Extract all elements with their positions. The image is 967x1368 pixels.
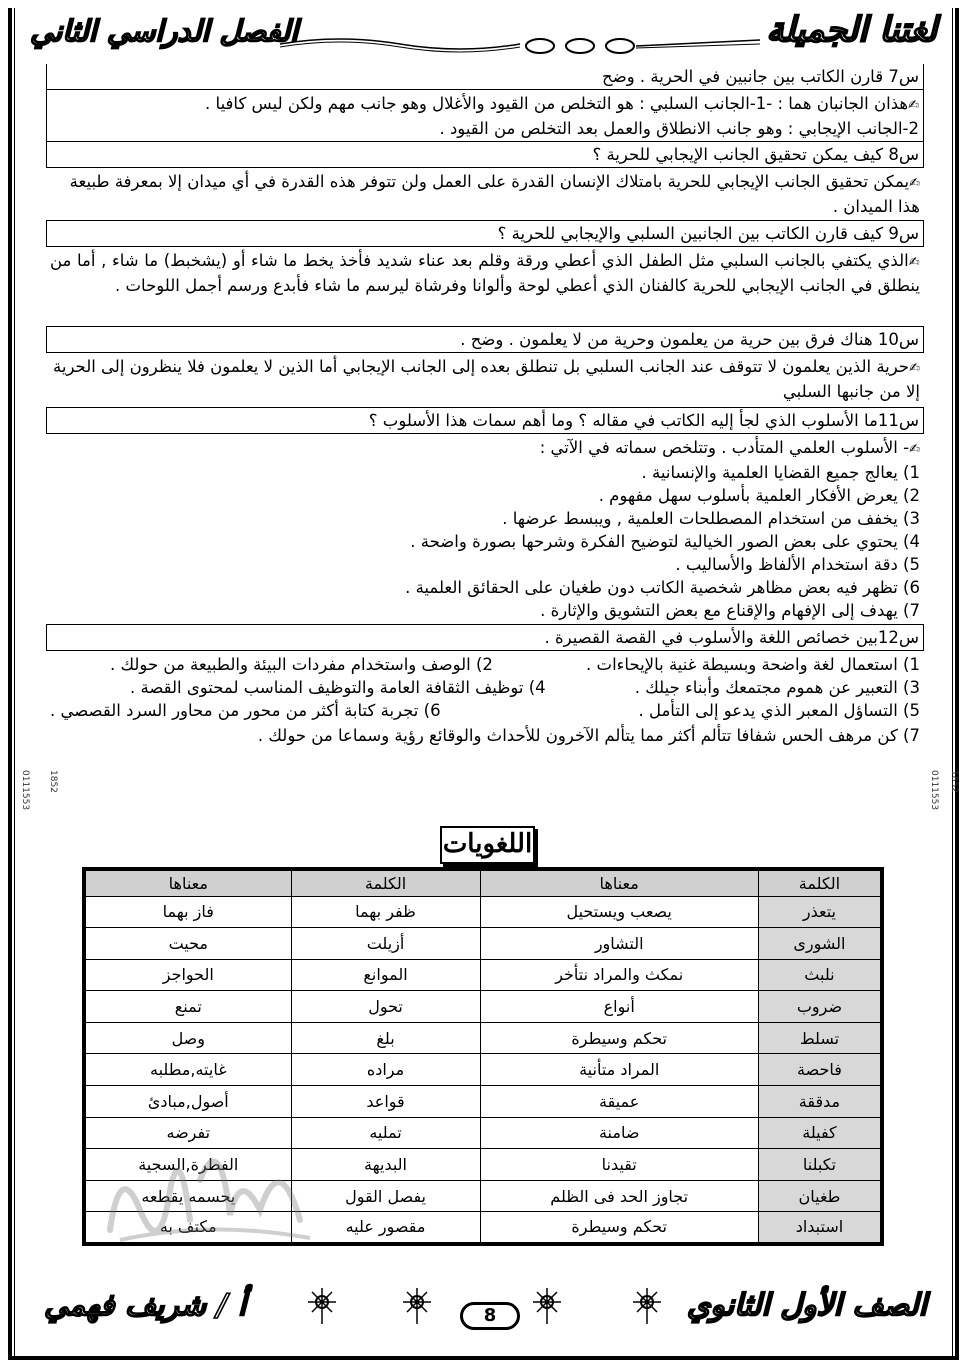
answer-12-row bbox=[50, 676, 920, 699]
answer-12-item: 3) التعبير عن هموم مجتمعك وأبناء جيلك . bbox=[634, 678, 920, 697]
answer-12-item: 5) التساؤل المعبر الذي يدعو إلى التأمل . bbox=[638, 701, 920, 720]
side-code-right-a: 0111553 bbox=[929, 770, 939, 811]
flower-ornament-icon bbox=[630, 1286, 664, 1326]
vocab-header: الكلمة bbox=[758, 869, 882, 896]
vocab-meaning: محيت bbox=[84, 928, 291, 960]
answer-12-item: 6) تجربة كتابة أكثر من محور من محاور السرد القصصي . bbox=[50, 701, 441, 720]
vocab-row bbox=[84, 1022, 882, 1054]
answer-9-text: الذي يكتفي بالجانب السلبي مثل الطفل الذي أعطي ورقة وقلم بعد عناء شديد فأخذ يخط ما شاء أو (يشخبط) ما شاء , أما من ينطلق في الجانب الإيجابي للحرية كالفنان الذي أعطي لوحة وألوانا وفرشاة ليرسم ما شاء فأبدع ورسم أجمل اللوحات . bbox=[50, 251, 920, 295]
vocab-word: مقصور عليه bbox=[291, 1212, 480, 1244]
pen-icon: ✍ bbox=[909, 176, 920, 191]
header-title-right: لغتنا الجميلة bbox=[766, 10, 937, 50]
vocab-row bbox=[84, 1086, 882, 1118]
vocab-word: تسلط bbox=[758, 1022, 882, 1054]
vocab-word: مدققة bbox=[758, 1086, 882, 1118]
answer-8-text: يمكن تحقيق الجانب الإيجابي للحرية بامتلاك الإنسان القدرة على العمل ولن تتوفر هذه القدرة في أي ميدان إلا بمعرفة طبيعة هذا الميدان . bbox=[69, 172, 920, 216]
flower-ornament-icon bbox=[400, 1286, 434, 1326]
question-7: س7 قارن الكاتب بين جانبين في الحرية . وضح bbox=[46, 64, 924, 90]
answer-7 bbox=[46, 90, 924, 141]
vocab-header: معناها bbox=[480, 869, 758, 896]
vocab-meaning: التشاور bbox=[480, 928, 758, 960]
vocab-word: يتعذر bbox=[758, 896, 882, 928]
answer-12-item: 2) الوصف واستخدام مفردات البيئة والطبيعة من حولك . bbox=[110, 655, 493, 674]
vocab-meaning: عميقة bbox=[480, 1086, 758, 1118]
vocab-word: كفيلة bbox=[758, 1117, 882, 1149]
pen-icon: ✍ bbox=[908, 255, 920, 270]
vocab-meaning: مكتف به bbox=[84, 1212, 291, 1244]
questions-content bbox=[46, 64, 924, 747]
vocab-word: استبداد bbox=[758, 1212, 882, 1244]
vocab-meaning: يحسمه يقطعه bbox=[84, 1180, 291, 1212]
answer-12-row bbox=[50, 699, 920, 722]
header-title-left: الفصل الدراسي الثاني bbox=[30, 14, 299, 48]
vocab-word: ضروب bbox=[758, 991, 882, 1023]
vocab-meaning: تقيدنا bbox=[480, 1149, 758, 1181]
vocab-meaning: أصول,مبادئ bbox=[84, 1086, 291, 1118]
vocab-meaning: تمنع bbox=[84, 991, 291, 1023]
vocab-word: تمليه bbox=[291, 1117, 480, 1149]
page-number: 8 bbox=[460, 1302, 520, 1330]
vocab-header: الكلمة bbox=[291, 869, 480, 896]
vocab-word: يفصل القول bbox=[291, 1180, 480, 1212]
answer-11-item: 4) يحتوي على بعض الصور الخيالية لتوضيح الفكرة وشرحها بصورة واضحة . bbox=[410, 532, 920, 551]
pen-icon: ✍ bbox=[908, 98, 919, 113]
page-header bbox=[30, 10, 937, 60]
vocab-word: أزيلت bbox=[291, 928, 480, 960]
vocab-word: تحول bbox=[291, 991, 480, 1023]
side-code-left-b: 1852 bbox=[48, 770, 58, 793]
footer-teacher: أ / شريف فهمي bbox=[44, 1288, 247, 1323]
vocab-header: معناها bbox=[84, 869, 291, 896]
vocab-meaning: وصل bbox=[84, 1022, 291, 1054]
answer-7-line-2: 2-الجانب الإيجابي : وهو جانب الانطلاق والعمل بعد التخلص من القيود . bbox=[439, 119, 919, 138]
vocab-meaning: تجاوز الحد فى الظلم bbox=[480, 1180, 758, 1212]
vocab-title: اللغويات bbox=[440, 826, 535, 864]
side-code-left-a: 0111553 bbox=[20, 770, 30, 811]
question-8: س8 كيف يمكن تحقيق الجانب الإيجابي للحرية ؟ bbox=[46, 141, 924, 168]
answer-11-item: 7) يهدف إلى الإفهام والإقناع مع بعض التشويق والإثارة . bbox=[540, 601, 920, 620]
vocab-meaning: الحواجز bbox=[84, 959, 291, 991]
question-10: س10 هناك فرق بين حرية من يعلمون وحرية من لا يعلمون . وضح . bbox=[46, 326, 924, 353]
answer-11-item: 3) يخفف من استخدام المصطلحات العلمية , ويبسط عرضها . bbox=[502, 509, 920, 528]
answer-11-intro: - الأسلوب العلمي المتأدب . وتتلخص سماته في الآتي : bbox=[539, 438, 910, 457]
answer-11-item: 6) تظهر فيه بعض مظاهر شخصية الكاتب دون طغيان على الحقائق العلمية . bbox=[405, 578, 920, 597]
vocab-word: نلبث bbox=[758, 959, 882, 991]
answer-9 bbox=[46, 247, 924, 326]
vocab-word: البديهة bbox=[291, 1149, 480, 1181]
vocab-row bbox=[84, 928, 882, 960]
vocab-meaning: ضامنة bbox=[480, 1117, 758, 1149]
vocab-word: تكبلنا bbox=[758, 1149, 882, 1181]
answer-10 bbox=[46, 353, 924, 407]
vocab-header-row bbox=[84, 869, 882, 896]
question-11: س11ما الأسلوب الذي لجأ إليه الكاتب في مقاله ؟ وما أهم سمات هذا الأسلوب ؟ bbox=[46, 407, 924, 434]
vocab-meaning: غايته,مطلبه bbox=[84, 1054, 291, 1086]
question-12: س12بين خصائص اللغة والأسلوب في القصة القصيرة . bbox=[46, 624, 924, 651]
side-code-right-b: 1852 bbox=[949, 770, 959, 793]
pen-icon: ✍ bbox=[909, 361, 920, 376]
answer-11-item: 1) يعالج جميع القضايا العلمية والإنسانية . bbox=[641, 463, 920, 482]
answer-12-item: 7) كن مرهف الحس شفافا تتألم أكثر مما يتألم الآخرون للأحداث والوقائع رؤية وسماعا من حولك . bbox=[257, 726, 920, 745]
frame-left-inner bbox=[14, 8, 15, 1360]
frame-bottom bbox=[8, 1356, 959, 1360]
answer-7-line-1: هذان الجانبان هما : -1-الجانب السلبي : هو التخلص من القيود والأغلال وهو جانب مهم ولكن ليس كافيا . bbox=[205, 94, 909, 113]
vocab-meaning: نمكث والمراد نتأخر bbox=[480, 959, 758, 991]
vocab-meaning: أنواع bbox=[480, 991, 758, 1023]
vocab-meaning: يصعب ويستحيل bbox=[480, 896, 758, 928]
answer-12 bbox=[46, 651, 924, 747]
flower-ornament-icon bbox=[530, 1286, 564, 1326]
answer-11 bbox=[46, 434, 924, 622]
answer-10-text: حرية الذين يعلمون لا تتوقف عند الجانب السلبي بل تنطلق بعده إلى الجانب الإيجابي أما الذين لا يعلمون فلا ينظرون إلى الحرية إلا من جانبها السلبي bbox=[53, 357, 920, 401]
vocab-word: الموانع bbox=[291, 959, 480, 991]
vocab-row bbox=[84, 896, 882, 928]
page-footer bbox=[30, 1282, 937, 1342]
vocab-word: بلغ bbox=[291, 1022, 480, 1054]
vocab-row bbox=[84, 959, 882, 991]
answer-12-row bbox=[50, 653, 920, 676]
vocab-word: قواعد bbox=[291, 1086, 480, 1118]
frame-right-inner bbox=[952, 8, 953, 1360]
vocab-meaning: تحكم وسيطرة bbox=[480, 1022, 758, 1054]
answer-11-item: 5) دقة استخدام الألفاظ والأساليب . bbox=[675, 555, 920, 574]
vocab-meaning: الفطرة,السجية bbox=[84, 1149, 291, 1181]
vocab-word: الشورى bbox=[758, 928, 882, 960]
vocab-word: ظفر بهما bbox=[291, 896, 480, 928]
vocab-meaning: فاز بهما bbox=[84, 896, 291, 928]
vocab-meaning: المراد متأنية bbox=[480, 1054, 758, 1086]
vocab-row bbox=[84, 1054, 882, 1086]
answer-8 bbox=[46, 168, 924, 220]
vocab-word: فاحصة bbox=[758, 1054, 882, 1086]
vocab-meaning: تفرضه bbox=[84, 1117, 291, 1149]
answer-11-item: 2) يعرض الأفكار العلمية بأسلوب سهل مفهوم . bbox=[598, 486, 920, 505]
signature-watermark bbox=[100, 1120, 320, 1250]
header-ornament-icon bbox=[280, 32, 760, 56]
flower-ornament-icon bbox=[305, 1286, 339, 1326]
vocab-meaning: تحكم وسيطرة bbox=[480, 1212, 758, 1244]
question-9: س9 كيف قارن الكاتب بين الجانبين السلبي والإيجابي للحرية ؟ bbox=[46, 220, 924, 247]
vocab-word: مراده bbox=[291, 1054, 480, 1086]
frame-right bbox=[955, 8, 959, 1360]
footer-grade: الصف الأول الثانوي bbox=[686, 1288, 927, 1323]
frame-left bbox=[8, 8, 12, 1360]
answer-12-item: 1) استعمال لغة واضحة وبسيطة غنية بالإيحاءات . bbox=[586, 655, 920, 674]
vocab-word: طغيان bbox=[758, 1180, 882, 1212]
pen-icon: ✍ bbox=[909, 442, 920, 457]
answer-12-item: 4) توظيف الثقافة العامة والتوظيف المناسب لمحتوى القصة . bbox=[130, 678, 546, 697]
vocab-row bbox=[84, 991, 882, 1023]
